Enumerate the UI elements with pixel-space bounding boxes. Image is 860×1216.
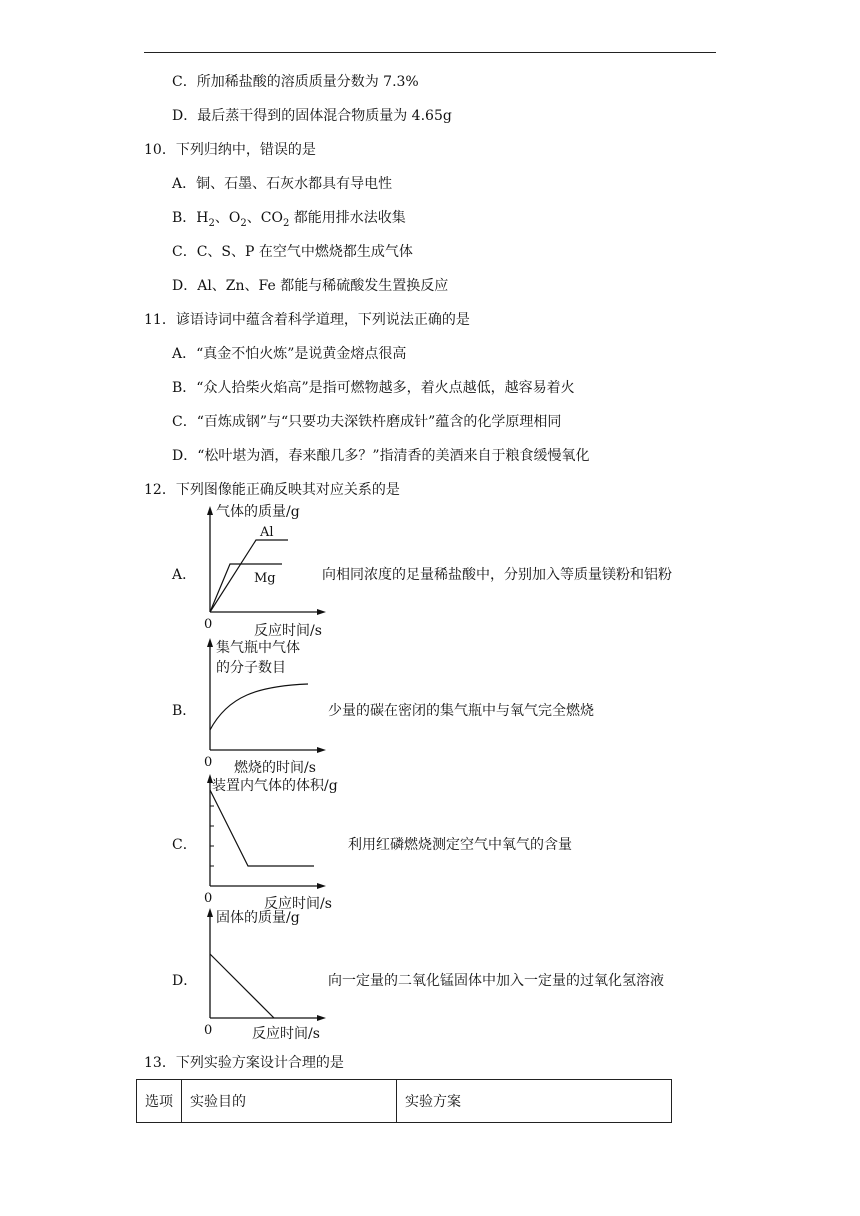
x-axis-arrow-icon <box>317 747 326 753</box>
series-line <box>210 790 314 866</box>
table-header-cell: 实验目的 <box>182 1080 397 1123</box>
q11-stem: 11．谚语诗词中蕴含着科学道理，下列说法正确的是 <box>144 312 470 328</box>
q12-option-b-graph <box>198 636 338 776</box>
q12-option-a-description: 向相同浓度的足量稀盐酸中，分别加入等质量镁粉和铝粉 <box>322 567 672 583</box>
q12-option-d-graph <box>198 906 338 1046</box>
q9-option-c: C．所加稀盐酸的溶质质量分数为 7.3% <box>172 74 419 90</box>
q11-option-c: C．“百炼成钢”与“只要功夫深铁杵磨成针”蕴含的化学原理相同 <box>172 414 562 430</box>
q12-option-c-graph <box>198 772 358 912</box>
y-axis-arrow-icon <box>207 506 213 515</box>
series-al-line <box>210 540 288 612</box>
q10-option-c: C．C、S、P 在空气中燃烧都生成气体 <box>172 244 413 260</box>
q10-option-d: D．Al、Zn、Fe 都能与稀硫酸发生置换反应 <box>172 278 449 294</box>
y-axis-label: 装置内气体的体积/g <box>212 778 338 794</box>
y-axis-label-line1: 集气瓶中气体 <box>216 640 300 656</box>
q12-option-d-label: D． <box>172 973 198 989</box>
x-axis-arrow-icon <box>317 883 326 889</box>
header-rule <box>144 52 716 53</box>
table-header-cell: 选项 <box>137 1080 182 1123</box>
y-axis-arrow-icon <box>207 638 213 647</box>
origin-label: 0 <box>204 617 213 632</box>
q12-option-a-graph <box>198 502 338 642</box>
q11-option-a: A．“真金不怕火炼”是说黄金熔点很高 <box>172 346 407 362</box>
q13-stem: 13．下列实验方案设计合理的是 <box>144 1055 344 1071</box>
q12-option-a-label: A． <box>172 567 197 583</box>
series-mg-label: Mg <box>254 571 276 586</box>
y-axis-label: 固体的质量/g <box>216 910 300 926</box>
q12-option-c-label: C． <box>172 837 197 853</box>
y-axis-arrow-icon <box>207 908 213 917</box>
q12-option-b-label: B． <box>172 703 197 719</box>
series-line <box>210 684 308 730</box>
series-al-label: Al <box>260 525 274 540</box>
q13-table <box>136 1079 672 1123</box>
q12-option-b-description: 少量的碳在密闭的集气瓶中与氧气完全燃烧 <box>328 703 594 719</box>
q12-option-d-description: 向一定量的二氧化锰固体中加入一定量的过氧化氢溶液 <box>328 973 664 989</box>
q10-stem: 10．下列归纳中，错误的是 <box>144 142 316 158</box>
q12-option-c-description: 利用红磷燃烧测定空气中氧气的含量 <box>348 837 572 853</box>
table-header-row <box>137 1080 672 1123</box>
x-axis-arrow-icon <box>317 1015 326 1021</box>
origin-label: 0 <box>204 755 213 770</box>
x-axis-label: 燃烧的时间/s <box>234 760 316 776</box>
series-line <box>210 954 274 1018</box>
y-axis-label-line2: 的分子数目 <box>216 660 286 676</box>
q12-stem: 12．下列图像能正确反映其对应关系的是 <box>144 482 400 498</box>
origin-label: 0 <box>204 1023 213 1038</box>
x-axis-label: 反应时间/s <box>254 623 322 639</box>
q10-option-b: B．$H_2$、$O_2$、$CO_2$ 都能用排水法收集 <box>172 210 406 229</box>
x-axis-label: 反应时间/s <box>252 1026 320 1042</box>
q9-option-d: D．最后蒸干得到的固体混合物质量为 4.65g <box>172 108 452 124</box>
origin-label: 0 <box>204 891 213 906</box>
q11-option-d: D．“松叶堪为酒，春来酿几多？”指清香的美酒来自于粮食缓慢氧化 <box>172 448 590 464</box>
q11-option-b: B．“众人拾柴火焰高”是指可燃物越多，着火点越低，越容易着火 <box>172 380 575 396</box>
table-header-cell: 实验方案 <box>397 1080 672 1123</box>
y-axis-label: 气体的质量/g <box>216 504 300 520</box>
x-axis-arrow-icon <box>317 609 326 615</box>
q10-option-a: A．铜、石墨、石灰水都具有导电性 <box>172 176 393 192</box>
x-axis-label: 反应时间/s <box>264 896 332 912</box>
